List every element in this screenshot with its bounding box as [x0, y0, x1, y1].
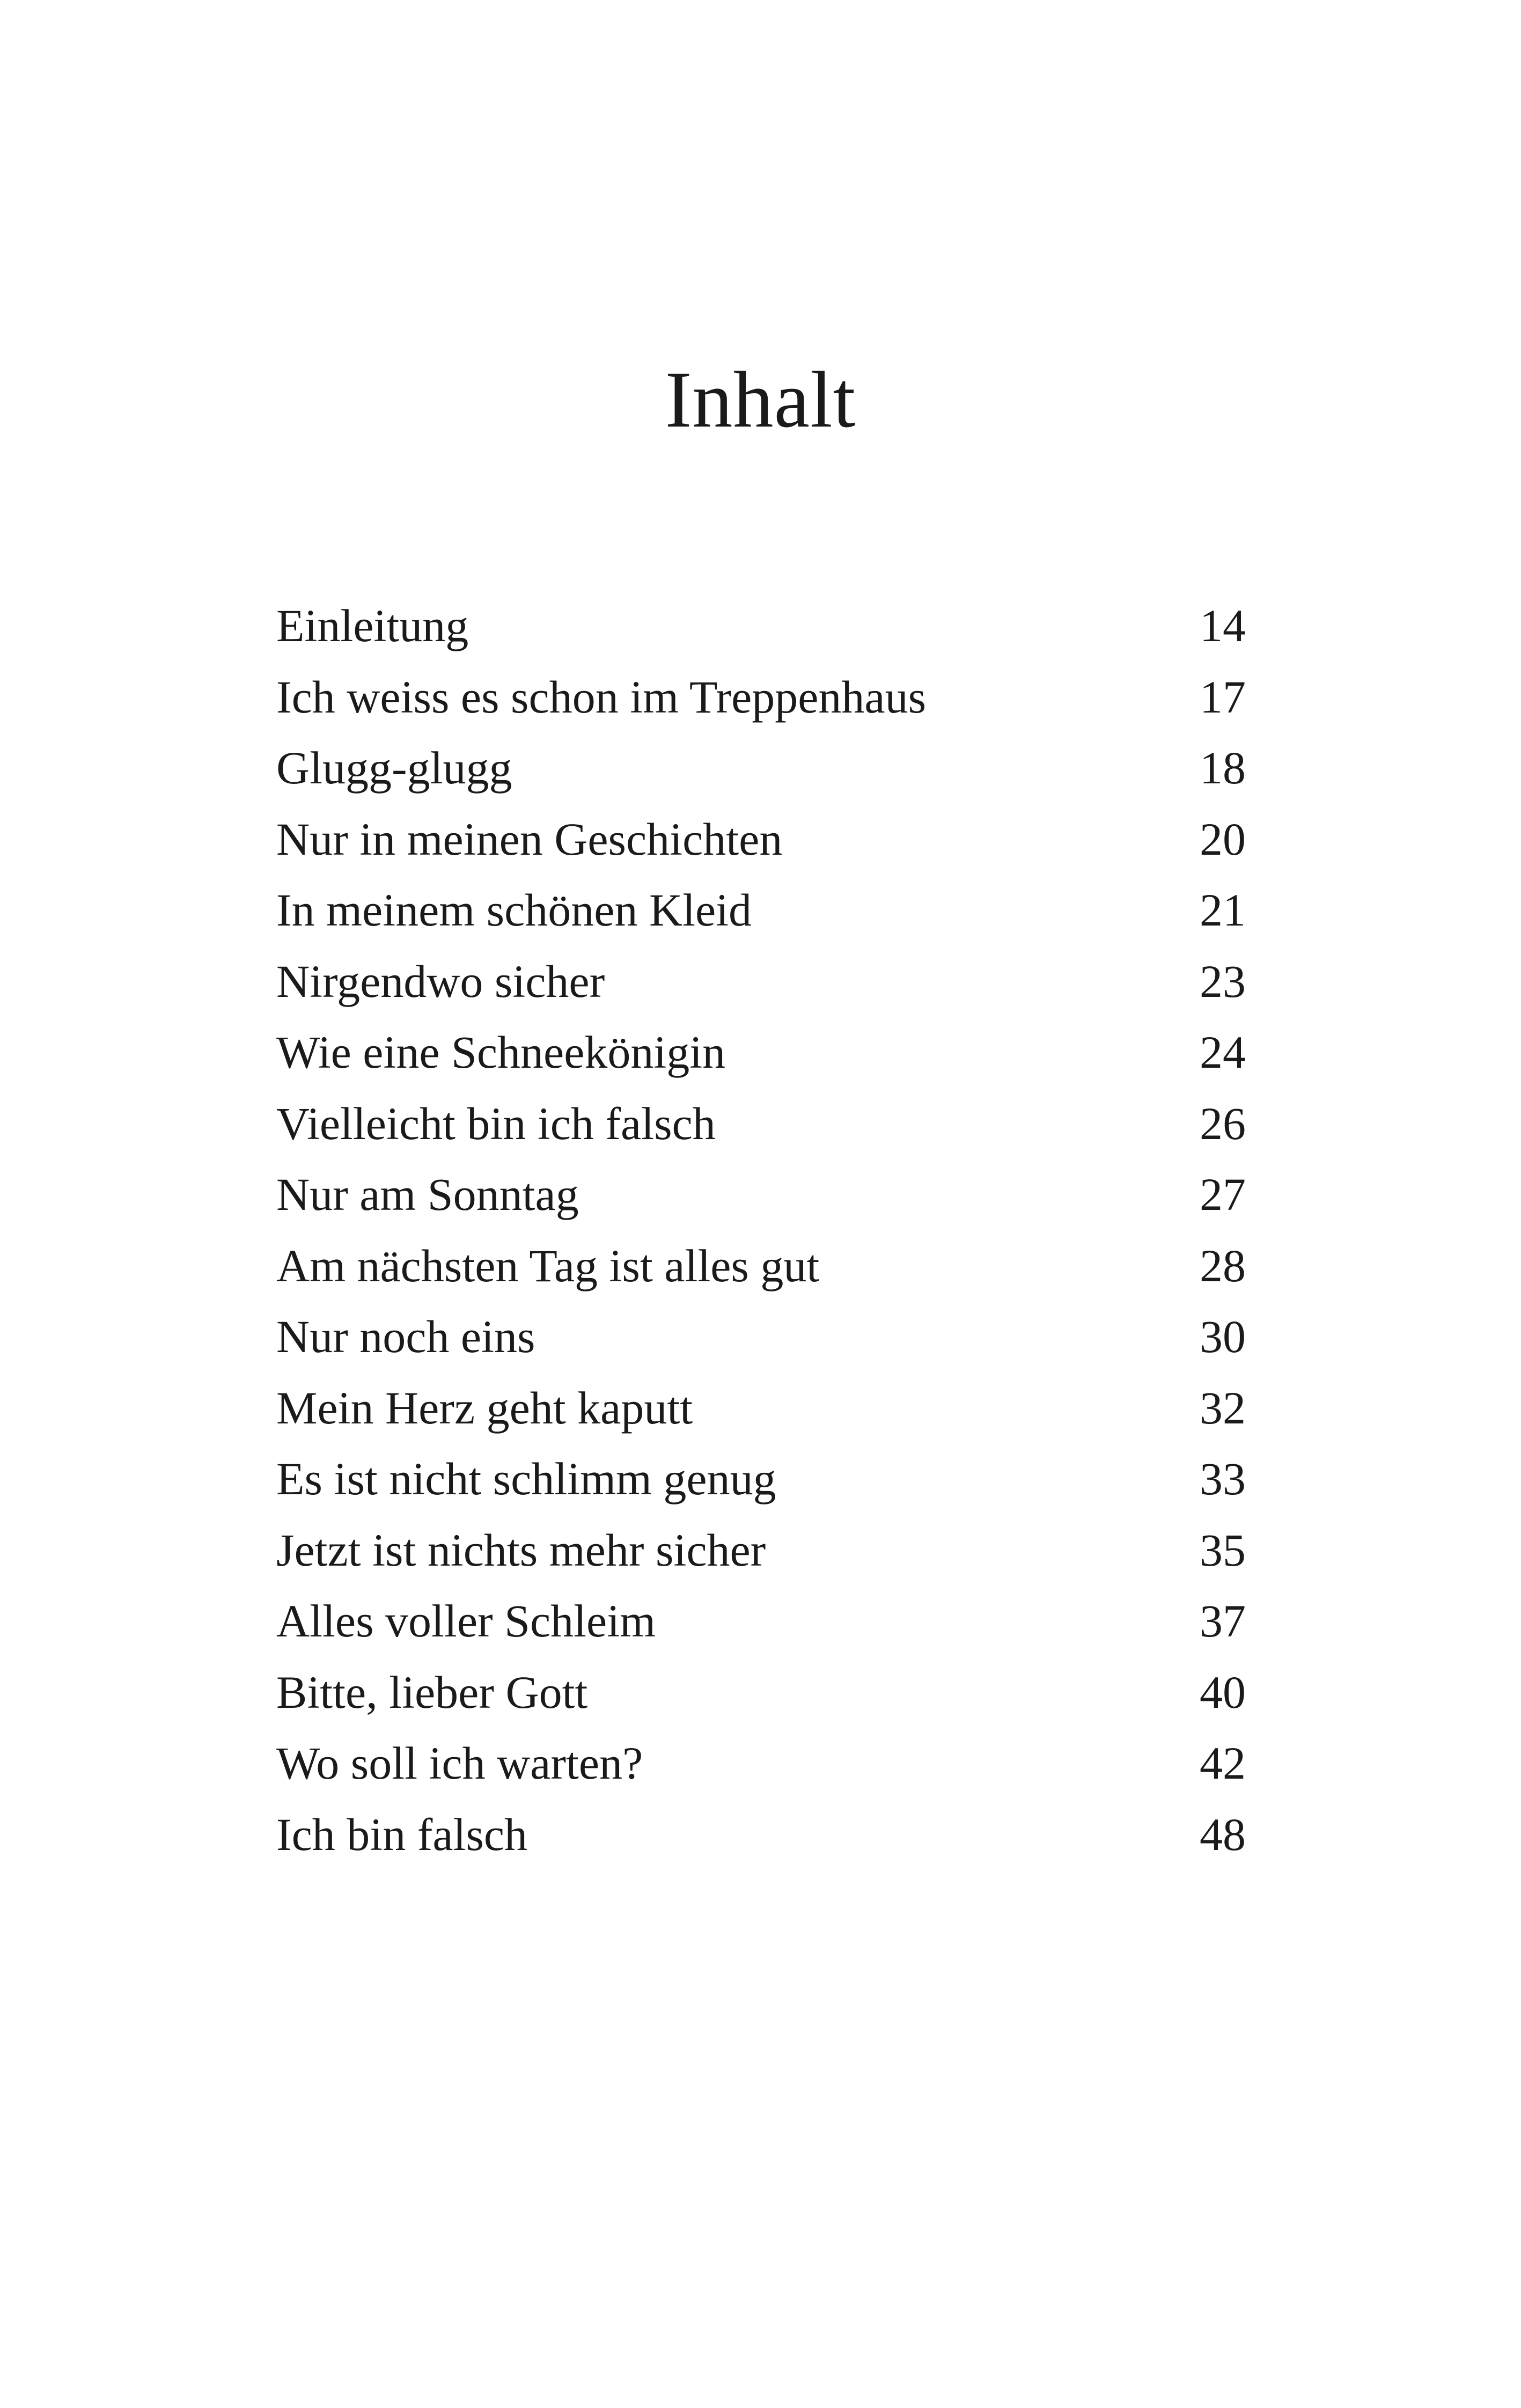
toc-entry — [276, 1585, 1246, 1657]
toc-entry-page-number: 40 — [1200, 1666, 1246, 1718]
toc-entry — [276, 732, 1246, 804]
toc-entry-page-number: 21 — [1200, 884, 1246, 936]
toc-entry-title: Nur noch eins — [276, 1311, 535, 1362]
toc-entry-title: Nur in meinen Geschichten — [276, 813, 783, 865]
toc-entry-title: Nur am Sonntag — [276, 1169, 579, 1220]
toc-entry-page-number: 28 — [1200, 1239, 1246, 1291]
toc-entry-page-number: 42 — [1200, 1737, 1246, 1789]
table-of-contents — [276, 590, 1246, 1870]
toc-entry-title: Mein Herz geht kaputt — [276, 1382, 693, 1434]
toc-entry-page-number: 26 — [1200, 1097, 1246, 1149]
toc-entry-page-number: 14 — [1200, 600, 1246, 651]
toc-entry — [276, 1657, 1246, 1728]
toc-entry-title: Vielleicht bin ich falsch — [276, 1097, 716, 1149]
toc-entry-page-number: 30 — [1200, 1311, 1246, 1362]
toc-entry — [276, 1017, 1246, 1088]
toc-entry-title: Es ist nicht schlimm genug — [276, 1453, 776, 1504]
toc-entry-title: Einleitung — [276, 600, 469, 651]
toc-entry — [276, 946, 1246, 1017]
toc-entry — [276, 590, 1246, 662]
toc-entry-page-number: 33 — [1200, 1453, 1246, 1504]
toc-entry — [276, 1515, 1246, 1586]
toc-entry — [276, 1159, 1246, 1230]
toc-entry-page-number: 48 — [1200, 1808, 1246, 1860]
toc-entry-page-number: 37 — [1200, 1595, 1246, 1647]
toc-entry-title: Jetzt ist nichts mehr sicher — [276, 1524, 766, 1576]
toc-entry — [276, 1443, 1246, 1515]
toc-entry — [276, 1372, 1246, 1444]
toc-entry-title: Alles voller Schleim — [276, 1595, 656, 1647]
toc-entry-title: Wie eine Schneekönigin — [276, 1026, 726, 1078]
toc-entry-title: In meinem schönen Kleid — [276, 884, 752, 936]
toc-entry — [276, 1230, 1246, 1302]
toc-entry-page-number: 24 — [1200, 1026, 1246, 1078]
toc-entry-page-number: 17 — [1200, 671, 1246, 723]
toc-entry — [276, 875, 1246, 946]
toc-entry-page-number: 20 — [1200, 813, 1246, 865]
toc-entry — [276, 662, 1246, 733]
toc-entry-title: Nirgendwo sicher — [276, 955, 605, 1007]
page-title: Inhalt — [665, 355, 856, 444]
toc-entry — [276, 1088, 1246, 1159]
toc-entry-title: Ich weiss es schon im Treppenhaus — [276, 671, 927, 723]
toc-entry — [276, 1301, 1246, 1372]
toc-entry — [276, 804, 1246, 875]
toc-entry — [276, 1728, 1246, 1799]
toc-entry-title: Glugg-glugg — [276, 742, 512, 794]
toc-entry-title: Wo soll ich warten? — [276, 1737, 643, 1789]
toc-entry-page-number: 23 — [1200, 955, 1246, 1007]
toc-entry-title: Ich bin falsch — [276, 1808, 528, 1860]
toc-entry-page-number: 27 — [1200, 1169, 1246, 1220]
toc-entry-page-number: 35 — [1200, 1524, 1246, 1576]
toc-entry-title: Bitte, lieber Gott — [276, 1666, 588, 1718]
toc-entry-page-number: 18 — [1200, 742, 1246, 794]
toc-entry-page-number: 32 — [1200, 1382, 1246, 1434]
toc-entry-title: Am nächsten Tag ist alles gut — [276, 1239, 820, 1291]
toc-entry — [276, 1799, 1246, 1870]
